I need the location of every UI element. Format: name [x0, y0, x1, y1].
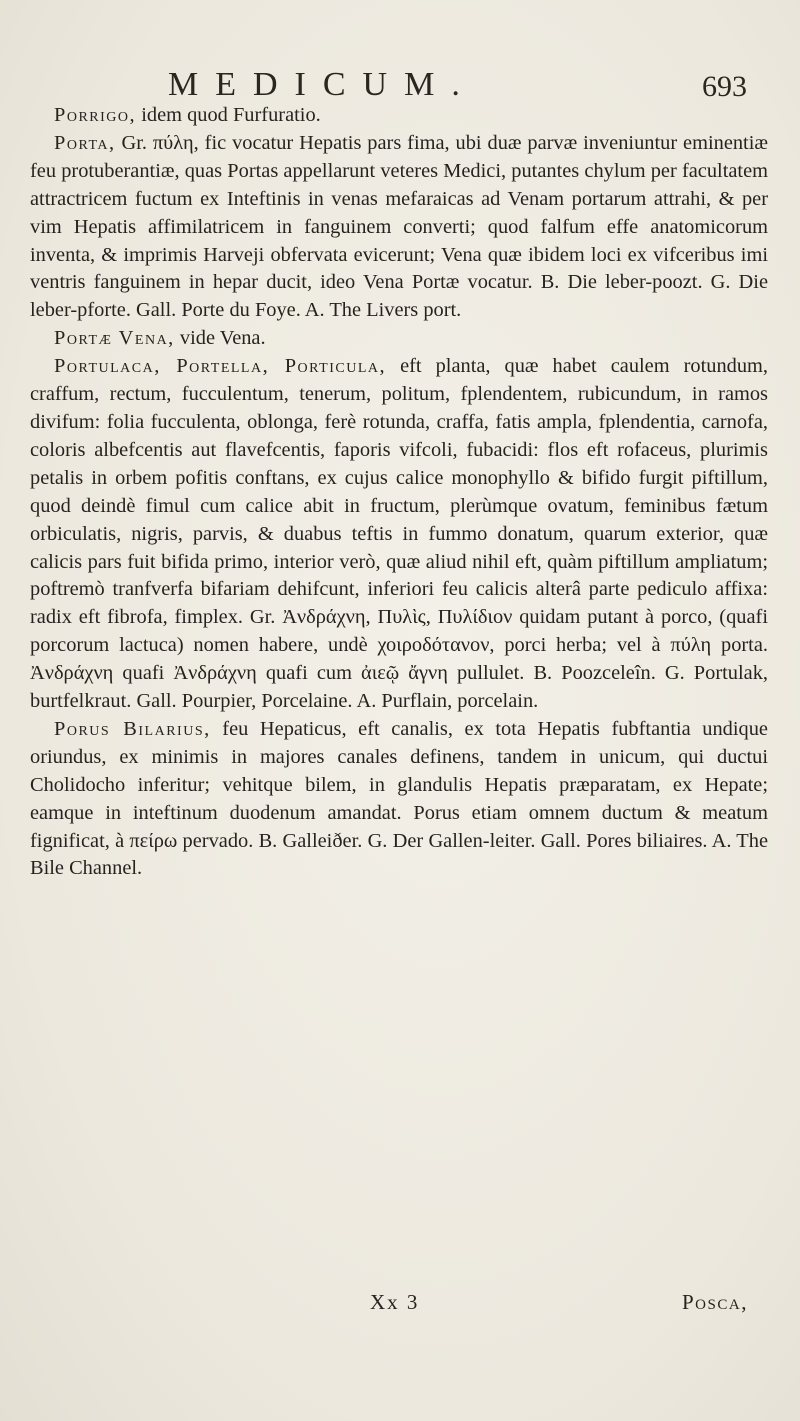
- dictionary-text: [30, 102, 768, 883]
- entry-headword: Porta,: [54, 131, 116, 154]
- entry-portae-vena: [30, 325, 768, 353]
- entry-body: Gr. πύλη, fic vocatur Hepatis pars fima, ubi duæ parvæ inveniuntur eminentiæ feu protuberantiæ, quas Portas appellarunt veteres Medici, putantes chylum per facultatem attractricem fuctum ex Inteftinis in venas mefaraicas ad Venam portarum attrahi, & per vim Hepatis affimilatricem in fanguinem converti; quod falfum effe anatomicorum inventa, & imprimis Harveji obfervata evicerunt; Vena quæ ibidem loci ex vifceribus imi ventris fanguinem in hepar ducit, ideo Vena Portæ vocatur. B. Die leber-poozt. G. Die leber-pforte. Gall. Porte du Foye. A. The Livers port.: [30, 131, 768, 322]
- entry-headword: Portulaca, Portella, Porticula,: [54, 355, 387, 378]
- page-number: 693: [702, 70, 747, 103]
- entry-body: eft planta, quæ habet caulem rotundum, craffum, rectum, fucculentum, tenerum, politum, fplendentem, rubicundum, in ramos divifum: folia fucculenta, oblonga, ferè rotunda, craffa, fatis ampla, fplendentia, carnofa, coloris albefcentis aut flavefcentis, faporis vifcoli, fubacidi: flos eft rofaceus, plurimis petalis in orbem pofitis conftans, ex cujus calice monophyllo & bifido furgit piftillum, quod deindè fimul cum calice abit in fructum, plerùmque ovatum, feminibus fætum orbiculatis, nigris, parvis, & duabus teftis in fummo donatum, quarum exterior, quæ calicis pars fuit bifida primo, interior verò, quæ aliud nihil eft, quàm piftillum ampliatum; poftremò tranfverfa bifariam dehifcunt, inferiori feu calicis alterâ parte pediculo affixa: radix eft fibrofa, fimplex. Gr. Ἀνδράχνη, Πυλὶς, Πυλίδιον quidam putant à porco, (quafi porcorum lactuca) nomen habere, undè χοιροδότανον, porci herba; vel à πύλη porta. Ἀνδράχνη quafi Ἀνδράχνη quafi cum ἀιεῷ ἄγνη pullulet. B. Poozceleîn. G. Portulak, burtfelkraut. Gall. Pourpier, Porcelaine. A. Purflain, porcelain.: [30, 355, 768, 713]
- entry-body: feu Hepaticus, eft canalis, ex tota Hepatis fubftantia undique oriundus, ex minimis in majores canales definens, tandem in unicum, qui ductui Cholidocho inferitur; vehitque bilem, in glandulis Hepatis præparatam, ex Hepate; eamque in inteftinum duodenum amandat. Porus etiam omnem ductum & meatum fignificat, à πείρω pervado. B. Galleiðer. G. Der Gallen-leiter. Gall. Pores biliaires. A. The Bile Channel.: [30, 717, 768, 880]
- page-footer: [0, 1290, 800, 1320]
- entry-porus-bilarius: [30, 716, 768, 883]
- entry-body: idem quod Furfuratio.: [141, 104, 321, 126]
- entry-porta: [30, 130, 768, 325]
- entry-headword: Portæ Vena,: [54, 327, 175, 350]
- signature-mark: Xx 3: [370, 1290, 420, 1314]
- running-head: MEDICUM.: [168, 66, 477, 103]
- catchword: Posca,: [682, 1290, 748, 1314]
- entry-body: vide Vena.: [179, 327, 266, 350]
- entry-headword: Porus Bilarius,: [54, 717, 211, 740]
- entry-portulaca: [30, 353, 768, 716]
- entry-headword: Porrigo,: [54, 104, 137, 126]
- entry-porrigo: [30, 102, 768, 130]
- page-header: [0, 66, 800, 106]
